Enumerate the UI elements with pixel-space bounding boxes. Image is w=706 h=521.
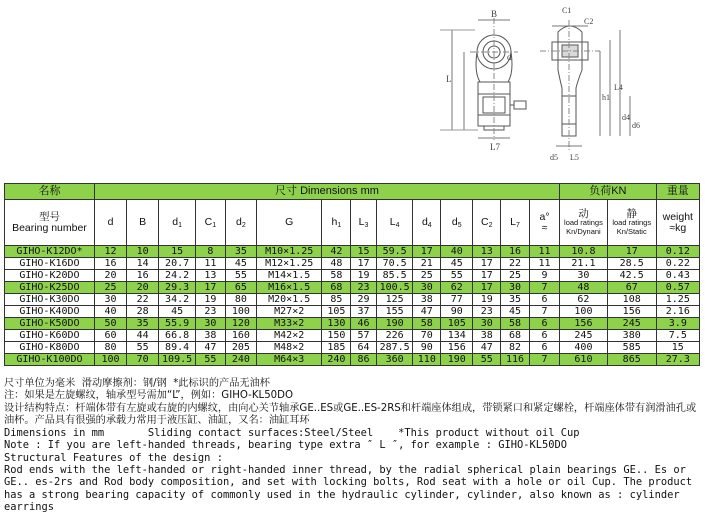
cell-model: GIHO-K80DO xyxy=(5,342,95,354)
dynamic-cn: 动 xyxy=(578,207,589,220)
col-label: d xyxy=(236,215,242,228)
table-cell: 82 xyxy=(501,342,530,354)
table-cell: 80 xyxy=(94,342,126,354)
table-row xyxy=(5,342,700,354)
table-cell: 60 xyxy=(94,330,126,342)
table-cell: 160 xyxy=(225,330,256,342)
table-cell: 22 xyxy=(501,258,530,270)
specification-table xyxy=(4,183,700,366)
table-cell: 77 xyxy=(441,294,473,306)
table-cell: 21.1 xyxy=(560,258,608,270)
table-cell: 35 xyxy=(127,318,159,330)
col-angle xyxy=(529,200,559,246)
notes-section xyxy=(4,378,704,513)
table-cell: 17 xyxy=(351,258,377,270)
table-cell: M16×1.5 xyxy=(256,282,321,294)
table-cell: 22 xyxy=(127,294,159,306)
table-cell: 34.2 xyxy=(159,294,196,306)
table-cell: 58 xyxy=(322,270,351,282)
table-cell: 19 xyxy=(473,294,501,306)
table-cell: 0.12 xyxy=(656,246,699,258)
table-cell: 55 xyxy=(195,354,225,366)
header-model-en: Bearing number xyxy=(12,221,87,234)
angle-approx: ≈ xyxy=(541,221,548,234)
table-cell: 16 xyxy=(501,246,530,258)
col-l4 xyxy=(376,200,413,246)
table-cell: 6 xyxy=(529,330,559,342)
table-cell: 86 xyxy=(351,354,377,366)
static-cn: 静 xyxy=(626,207,637,220)
table-cell: 245 xyxy=(607,318,656,330)
col-c1 xyxy=(195,200,225,246)
table-cell: 23 xyxy=(195,306,225,318)
col-sub: 7 xyxy=(516,221,520,229)
cell-model: GIHO-K16DO xyxy=(5,258,95,270)
table-cell: 45 xyxy=(225,258,256,270)
col-sub: 1 xyxy=(212,221,217,229)
table-cell: 190 xyxy=(441,354,473,366)
col-d2 xyxy=(225,200,256,246)
table-cell: 156 xyxy=(560,318,608,330)
table-cell: 19 xyxy=(351,270,377,282)
header-dimensions: 尺寸 Dimensions mm xyxy=(94,184,559,200)
table-cell: 156 xyxy=(607,306,656,318)
table-cell: 585 xyxy=(607,342,656,354)
table-row xyxy=(5,258,700,270)
table-cell: 109.5 xyxy=(159,354,196,366)
table-cell: M27×2 xyxy=(256,306,321,318)
col-l7 xyxy=(501,200,530,246)
table-cell: 120 xyxy=(225,318,256,330)
table-cell: 7.5 xyxy=(656,330,699,342)
table-cell: 226 xyxy=(376,330,413,342)
table-cell: 30 xyxy=(560,270,608,282)
col-d4 xyxy=(413,200,441,246)
table-cell: 240 xyxy=(225,354,256,366)
angle-label: a° xyxy=(539,211,550,223)
table-cell: 50 xyxy=(94,318,126,330)
table-cell: 55 xyxy=(473,354,501,366)
table-cell: 58 xyxy=(501,318,530,330)
header-model xyxy=(5,200,95,246)
table-cell: 108 xyxy=(607,294,656,306)
table-cell: 55 xyxy=(441,270,473,282)
label-side-d6: d6 xyxy=(632,121,640,130)
table-cell: 100 xyxy=(560,306,608,318)
col-sub: 3 xyxy=(364,221,369,229)
table-cell: 360 xyxy=(376,354,413,366)
table-cell: 66.8 xyxy=(159,330,196,342)
table-cell: 40 xyxy=(94,306,126,318)
table-cell: 47 xyxy=(473,342,501,354)
table-cell: 105 xyxy=(441,318,473,330)
table-cell: 30 xyxy=(473,318,501,330)
table-cell: 7 xyxy=(529,306,559,318)
label-side-d5: d5 xyxy=(550,153,558,162)
header-weight: 重量 xyxy=(656,184,699,200)
table-cell: 9 xyxy=(529,270,559,282)
table-cell: 10 xyxy=(127,246,159,258)
table-cell: 57 xyxy=(351,330,377,342)
table-cell: M12×1.25 xyxy=(256,258,321,270)
col-g xyxy=(256,200,321,246)
col-label: d xyxy=(451,215,458,228)
table-cell: 17 xyxy=(413,246,441,258)
note-left-thread-cn: 注：如果是左旋螺纹，轴承型号需加“L”，例如：GIHO-KL50DO xyxy=(4,390,294,402)
table-cell: 116 xyxy=(501,354,530,366)
table-row xyxy=(5,294,700,306)
table-row xyxy=(5,318,700,330)
table-cell: 13 xyxy=(195,270,225,282)
table-cell: 17 xyxy=(473,258,501,270)
table-cell: 1.25 xyxy=(656,294,699,306)
table-cell: 287.5 xyxy=(376,342,413,354)
table-cell: 2.16 xyxy=(656,306,699,318)
cell-model: GIHO-K12DO* xyxy=(5,246,95,258)
table-cell: 24.2 xyxy=(159,270,196,282)
col-label: G xyxy=(285,216,294,229)
table-cell: 10.8 xyxy=(560,246,608,258)
table-cell: 27.3 xyxy=(656,354,699,366)
table-cell: 13 xyxy=(473,246,501,258)
table-cell: 28 xyxy=(127,306,159,318)
table-cell: 185 xyxy=(322,342,351,354)
table-cell: 865 xyxy=(607,354,656,366)
table-cell: M42×2 xyxy=(256,330,321,342)
table-cell: 7 xyxy=(529,282,559,294)
note-left-thread-en: Note : If you are left-handed threads, bearing type extra ″ L ″, for example : GIHO-KL50DO xyxy=(4,439,568,452)
cell-model: GIHO-K30DO xyxy=(5,294,95,306)
table-cell: 105 xyxy=(322,306,351,318)
table-cell: 17 xyxy=(607,246,656,258)
table-cell: 42.5 xyxy=(607,270,656,282)
table-cell: 245 xyxy=(560,330,608,342)
col-label: h xyxy=(331,215,338,228)
table-cell: 90 xyxy=(413,342,441,354)
label-front-b: B xyxy=(491,9,498,19)
table-cell: 68 xyxy=(501,330,530,342)
label-side-l5: L5 xyxy=(570,153,579,162)
table-cell: 90 xyxy=(441,306,473,318)
header-load: 负荷KN xyxy=(560,184,657,200)
label-front-l7: L7 xyxy=(490,142,500,152)
table-cell: 134 xyxy=(441,330,473,342)
col-label: d xyxy=(172,215,179,228)
table-cell: 20.7 xyxy=(159,258,196,270)
table-cell: 11 xyxy=(529,246,559,258)
table-cell: 55.9 xyxy=(159,318,196,330)
table-cell: 70 xyxy=(127,354,159,366)
table-cell: 68 xyxy=(322,282,351,294)
col-sub: 2 xyxy=(488,221,493,229)
table-cell: 205 xyxy=(225,342,256,354)
table-cell: 59.5 xyxy=(376,246,413,258)
table-row xyxy=(5,306,700,318)
table-cell: 30 xyxy=(94,294,126,306)
table-cell: 38 xyxy=(195,330,225,342)
label-side-l4: L4 xyxy=(614,83,623,92)
table-body xyxy=(5,246,700,366)
table-cell: 30 xyxy=(413,282,441,294)
table-cell: 25 xyxy=(413,270,441,282)
table-cell: 17 xyxy=(473,270,501,282)
table-cell: 0.43 xyxy=(656,270,699,282)
table-cell: 62 xyxy=(441,282,473,294)
table-cell: 380 xyxy=(607,330,656,342)
table-cell: M20×1.5 xyxy=(256,294,321,306)
technical-drawing xyxy=(0,0,706,182)
table-cell: 155 xyxy=(376,306,413,318)
table-cell: 25 xyxy=(501,270,530,282)
col-c2 xyxy=(473,200,501,246)
cell-model: GIHO-K50DO xyxy=(5,318,95,330)
table-cell: 17 xyxy=(195,282,225,294)
table-cell: 0.57 xyxy=(656,282,699,294)
side-view-labels xyxy=(550,6,640,162)
table-cell: M48×2 xyxy=(256,342,321,354)
col-l3 xyxy=(351,200,377,246)
table-cell: 89.4 xyxy=(159,342,196,354)
table-cell: 156 xyxy=(441,342,473,354)
table-cell: 46 xyxy=(351,318,377,330)
table-cell: 48 xyxy=(322,258,351,270)
table-cell: 45 xyxy=(501,306,530,318)
table-cell: 19 xyxy=(195,294,225,306)
col-label: d xyxy=(421,215,428,228)
table-row xyxy=(5,246,700,258)
table-cell: 15 xyxy=(351,246,377,258)
table-cell: 23 xyxy=(473,306,501,318)
table-cell: 240 xyxy=(322,354,351,366)
table-cell: 6 xyxy=(529,294,559,306)
table-cell: 80 xyxy=(225,294,256,306)
col-label: B xyxy=(139,216,147,229)
table-cell: 29.3 xyxy=(159,282,196,294)
col-dynamic-load xyxy=(560,200,608,246)
table-cell: 55 xyxy=(127,342,159,354)
table-cell: 23 xyxy=(351,282,377,294)
col-d xyxy=(94,200,126,246)
table-cell: M14×1.5 xyxy=(256,270,321,282)
label-side-c2: C2 xyxy=(584,17,594,26)
table-cell: 30 xyxy=(195,318,225,330)
table-cell: 85.5 xyxy=(376,270,413,282)
col-label: C xyxy=(481,215,489,228)
header-name: 名称 xyxy=(5,184,95,200)
col-label: L xyxy=(389,215,396,228)
table-cell: 110 xyxy=(413,354,441,366)
note-features-title-en: Structural Features of the design : xyxy=(4,451,223,464)
table-cell: 125 xyxy=(376,294,413,306)
col-sub: 1 xyxy=(337,221,342,229)
note-features-en: Rod ends with the left-handed or right-handed inner thread, by the radial spherical plain bearings GE.. Es or GE.. es-2rs and Rod body composition, and set with locking bolts, Rod seat with a hole or oil Cup. The product has a strong bearing capacity of commonly used in the hydraulic cylinder, cylinder, also known as : cylinder earrings xyxy=(4,464,699,513)
table-cell: 0.22 xyxy=(656,258,699,270)
table-cell: 47 xyxy=(195,342,225,354)
cell-model: GIHO-K40DO xyxy=(5,306,95,318)
table-cell: 6 xyxy=(529,318,559,330)
table-cell: 38 xyxy=(473,330,501,342)
table-header-group-row xyxy=(5,184,700,200)
col-sub: 1 xyxy=(178,221,182,229)
table-cell: 15 xyxy=(159,246,196,258)
table-cell: 45 xyxy=(441,258,473,270)
col-label: C xyxy=(204,215,213,228)
table-cell: 12 xyxy=(94,246,126,258)
table-cell: 25 xyxy=(94,282,126,294)
col-sub: 2 xyxy=(241,221,246,229)
col-b xyxy=(127,200,159,246)
col-sub: 4 xyxy=(427,221,432,229)
table-cell: 45 xyxy=(159,306,196,318)
table-cell: 40 xyxy=(441,246,473,258)
col-label: d xyxy=(107,216,114,229)
table-cell: 35 xyxy=(225,246,256,258)
label-front-l: L xyxy=(446,74,452,84)
static-en: load ratings Kn/Static xyxy=(612,218,652,236)
table-cell: 190 xyxy=(376,318,413,330)
table-cell: 400 xyxy=(560,342,608,354)
table-cell: 150 xyxy=(322,330,351,342)
label-side-h1: h1 xyxy=(602,93,610,102)
dynamic-en: load ratings Kn/Dynani xyxy=(564,218,603,236)
table-cell: 100 xyxy=(94,354,126,366)
col-d1 xyxy=(159,200,196,246)
label-side-d4: d4 xyxy=(622,113,630,122)
weight-en: weight ≈kg xyxy=(662,211,693,234)
col-h1 xyxy=(322,200,351,246)
table-cell: 62 xyxy=(560,294,608,306)
cell-model: GIHO-K60DO xyxy=(5,330,95,342)
note-units-cn: 尺寸单位为毫米 滑动摩擦剂：钢/钢 *此标识的产品无油杯 xyxy=(4,378,270,389)
table-row xyxy=(5,270,700,282)
note-features-cn: 设计结构特点：杆端体带有左旋或右旋的内螺纹，由向心关节轴承GE..ES或GE..ES-2RS和杆端座体组成，带锁紧口和紧定螺栓，杆端座体带有润滑油孔或油杯。产品具有很强的承载力常用于液压缸、油缸，又名：油缸耳环 xyxy=(4,402,697,426)
table-cell: 610 xyxy=(560,354,608,366)
table-cell: 67 xyxy=(607,282,656,294)
table-cell: 100.5 xyxy=(376,282,413,294)
table-cell: M33×2 xyxy=(256,318,321,330)
col-sub: 5 xyxy=(457,221,462,229)
table-cell: 100 xyxy=(225,306,256,318)
table-row xyxy=(5,354,700,366)
label-side-c1: C1 xyxy=(562,6,572,15)
col-label: L xyxy=(358,215,365,228)
table-cell: 17 xyxy=(473,282,501,294)
table-cell: 15 xyxy=(656,342,699,354)
note-units-en: Dimensions in mm Sliding contact surfaces:Steel/Steel *This product without oil Cup xyxy=(4,427,580,440)
table-cell: M10×1.25 xyxy=(256,246,321,258)
table-cell: 58 xyxy=(413,318,441,330)
table-cell: 70.5 xyxy=(376,258,413,270)
table-cell: 42 xyxy=(322,246,351,258)
col-static-load xyxy=(607,200,656,246)
table-cell: 70 xyxy=(413,330,441,342)
table-cell: 65 xyxy=(225,282,256,294)
table-cell: 130 xyxy=(322,318,351,330)
table-cell: 29 xyxy=(351,294,377,306)
table-cell: 16 xyxy=(94,258,126,270)
col-sub: 4 xyxy=(395,221,400,229)
col-label: L xyxy=(510,215,517,228)
col-d5 xyxy=(441,200,473,246)
table-cell: 20 xyxy=(127,282,159,294)
table-row xyxy=(5,330,700,342)
table-cell: 6 xyxy=(529,342,559,354)
header-model-cn: 型号 xyxy=(38,211,60,223)
table-cell: 14 xyxy=(127,258,159,270)
table-cell: 8 xyxy=(195,246,225,258)
cell-model: GIHO-K20DO xyxy=(5,270,95,282)
table-cell: 48 xyxy=(560,282,608,294)
table-cell: 35 xyxy=(501,294,530,306)
cell-model: GIHO-K100DO xyxy=(5,354,95,366)
table-cell: 3.9 xyxy=(656,318,699,330)
table-cell: 11 xyxy=(195,258,225,270)
table-cell: 11 xyxy=(529,258,559,270)
table-header-column-row xyxy=(5,200,700,246)
table-cell: 30 xyxy=(501,282,530,294)
table-cell: 64 xyxy=(351,342,377,354)
table-cell: 38 xyxy=(413,294,441,306)
table-cell: 44 xyxy=(127,330,159,342)
table-cell: 21 xyxy=(413,258,441,270)
col-weight xyxy=(656,200,699,246)
table-cell: 16 xyxy=(127,270,159,282)
table-cell: 7 xyxy=(529,354,559,366)
table-cell: 28.5 xyxy=(607,258,656,270)
table-cell: 55 xyxy=(225,270,256,282)
table-cell: M64×3 xyxy=(256,354,321,366)
table-row xyxy=(5,282,700,294)
table-cell: 47 xyxy=(413,306,441,318)
table-cell: 20 xyxy=(94,270,126,282)
cell-model: GIHO-K25DO xyxy=(5,282,95,294)
table-cell: 37 xyxy=(351,306,377,318)
table-cell: 85 xyxy=(322,294,351,306)
label-front-d: d xyxy=(507,52,512,62)
front-view-drawing xyxy=(440,18,526,140)
